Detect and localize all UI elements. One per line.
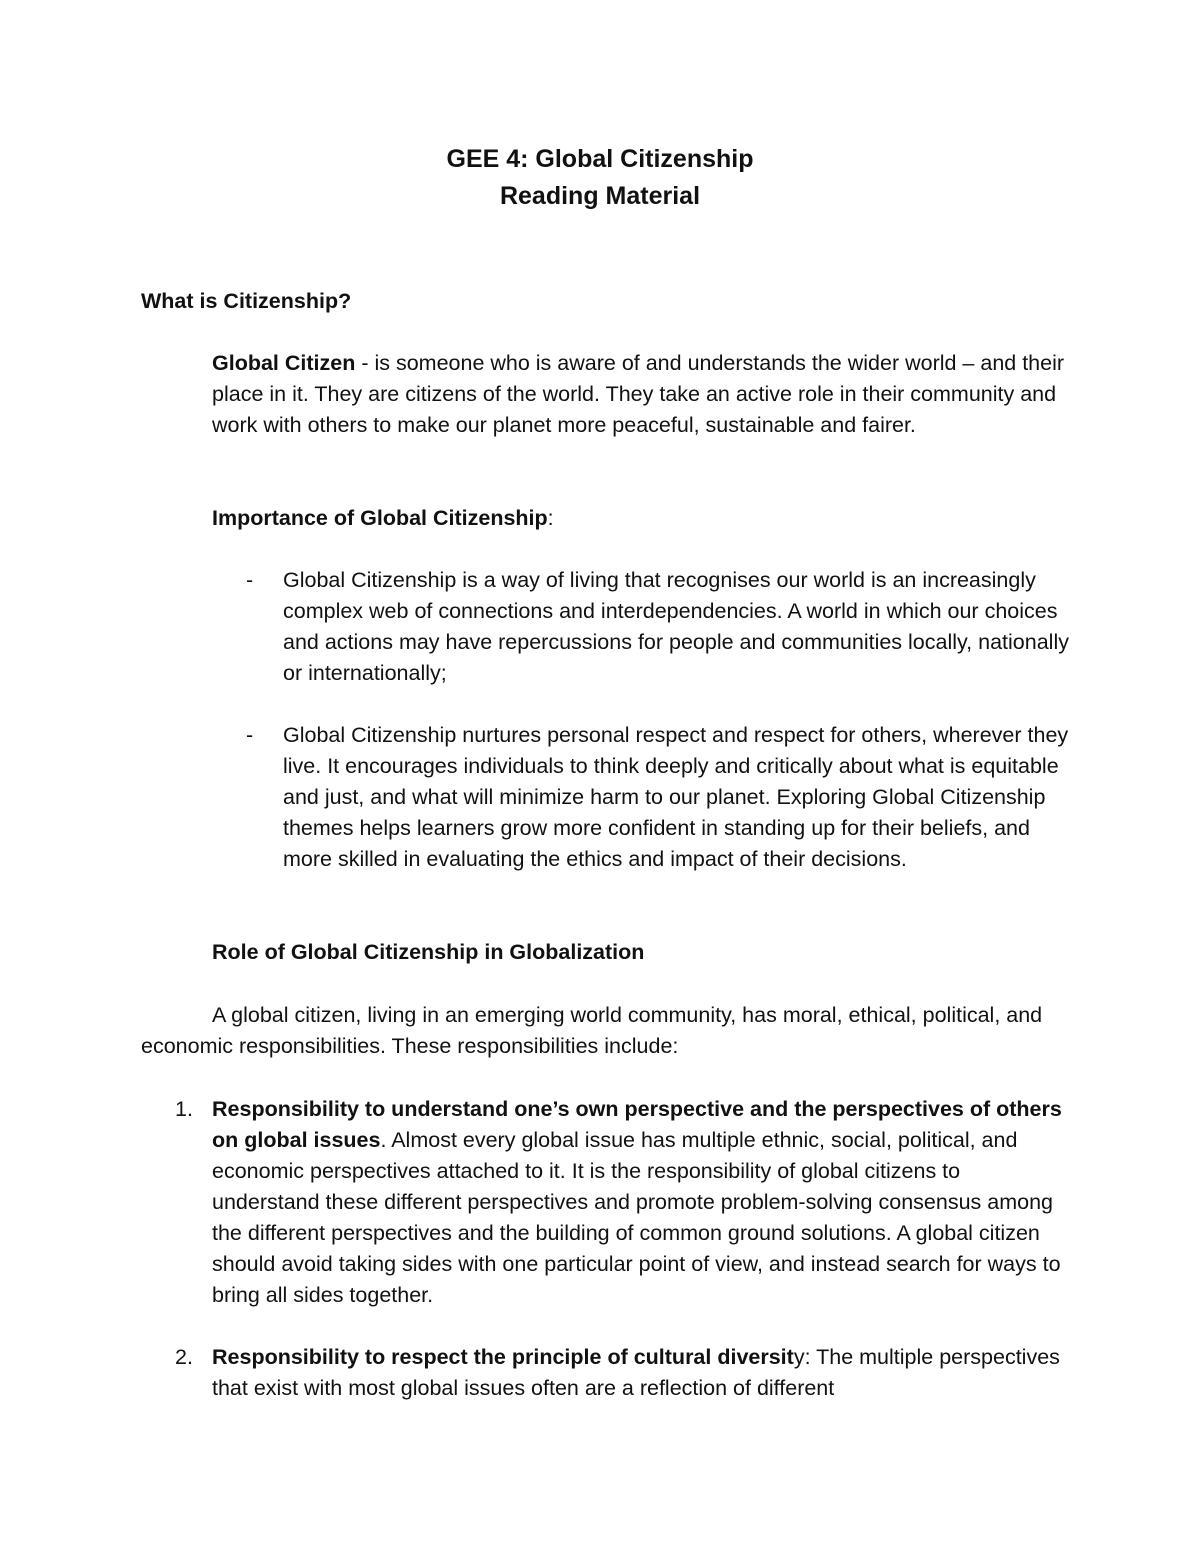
item-content <box>212 1094 1071 1311</box>
definition-term: Global Citizen <box>212 351 356 375</box>
bullet-text: Global Citizenship is a way of living that recognises our world is an increasingly complex web of connections and interdependencies. A world in which our choices and actions may have repercussions for people and communities locally, nationally or internationally; <box>283 568 1069 685</box>
item-content <box>212 1342 1071 1404</box>
item-text: y: The multiple perspectives that exist with most global issues often are a reflection of different <box>212 1345 1060 1400</box>
responsibility-item <box>141 1094 1071 1311</box>
global-citizen-definition <box>212 348 1072 441</box>
bullet-dash: - <box>246 723 254 747</box>
item-number: 1. <box>175 1097 193 1121</box>
bullet-text: Global Citizenship nurtures personal respect and respect for others, wherever they live. It encourages individuals to think deeply and critically about what is equitable and just, and what will minimize harm to our planet. Exploring Global Citizenship themes helps learners grow more confident in standing up for their beliefs, and more skilled in evaluating the ethics and impact of their decisions. <box>283 723 1069 871</box>
title-line-2: Reading Material <box>499 182 701 210</box>
item-text: . Almost every global issue has multiple ethnic, social, political, and economic perspectives attached to it. It is the responsibility of global citizens to understand these different perspectives and promote problem-solving consensus among the different perspectives and the building of common ground solutions. A global citizen should avoid taking sides with one particular point of view, and instead search for ways to bring all sides together. <box>212 1128 1061 1307</box>
role-intro: A global citizen, living in an emerging world community, has moral, ethical, political, and economic responsibilities. These responsibilities include: <box>141 1003 1043 1058</box>
importance-heading-suffix: : <box>547 506 554 530</box>
importance-bullet <box>246 565 1076 689</box>
item-number: 2. <box>175 1345 193 1369</box>
document-title <box>0 141 1200 215</box>
importance-heading-text: Importance of Global Citizenship <box>212 506 548 530</box>
importance-heading <box>212 503 554 534</box>
role-heading: Role of Global Citizenship in Globalization <box>212 940 645 964</box>
responsibility-item <box>141 1342 1071 1404</box>
section-heading: What is Citizenship? <box>141 289 352 313</box>
bullet-dash: - <box>246 568 254 592</box>
title-line-1: GEE 4: Global Citizenship <box>446 145 754 173</box>
item-bold-text: Responsibility to respect the principle of cultural diversit <box>212 1345 794 1369</box>
definition-text: - is someone who is aware of and understands the wider world – and their place in it. They are citizens of the world. They take an active role in their community and work with others to make our planet more peaceful, sustainable and fairer. <box>212 351 1065 437</box>
item-bold-text: Responsibility to understand one’s own perspective and the perspectives of others on global issues <box>212 1097 1062 1152</box>
importance-bullet <box>246 720 1076 875</box>
